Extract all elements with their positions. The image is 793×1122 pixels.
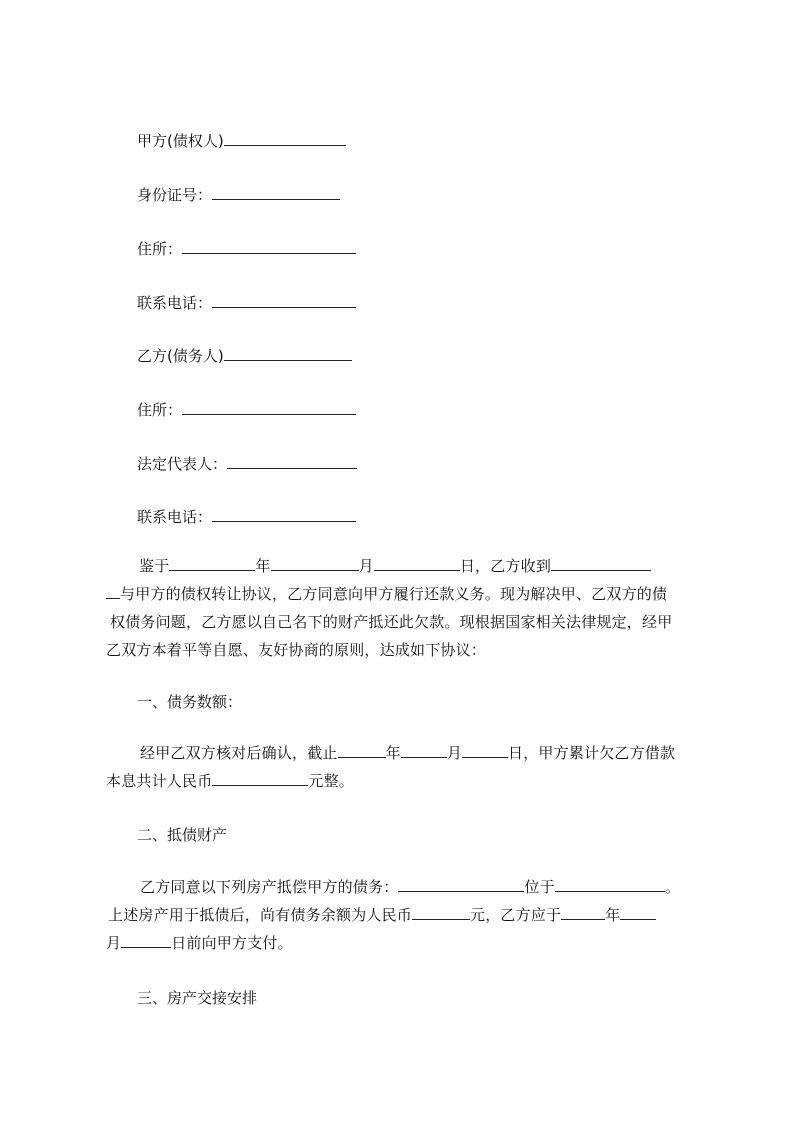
section-3-title: 三、房产交接安排: [137, 989, 258, 1007]
section-2-text: 。: [664, 878, 681, 896]
party-a-phone-line: [137, 293, 356, 313]
party-b-legal-rep-label: 法定代表人：: [137, 455, 228, 473]
section-2-text: 位于: [524, 878, 555, 896]
party-b-legal-rep-blank[interactable]: [227, 454, 357, 469]
section-1-text: 元整。: [308, 772, 355, 790]
party-b-name-blank[interactable]: [224, 346, 352, 361]
preamble-row-4: [106, 636, 702, 664]
party-b-address-blank[interactable]: [182, 400, 356, 415]
party-a-address-line: [137, 239, 356, 259]
party-b-phone-blank[interactable]: [212, 507, 356, 522]
preamble-text: 月: [358, 557, 374, 575]
section-2-row-2: [106, 901, 702, 929]
section-1-title: 一、债务数额：: [137, 693, 243, 711]
section-2-text: 月: [106, 934, 122, 952]
section-1-text: 年: [385, 744, 401, 762]
party-a-line: [137, 131, 346, 151]
preamble-text: 日，乙方收到: [459, 557, 552, 575]
section-1-row-2: [106, 767, 702, 795]
party-a-label: 甲方(债权人): [137, 132, 224, 150]
section-1-amount-blank[interactable]: [212, 771, 308, 786]
party-a-name-blank[interactable]: [224, 131, 346, 146]
preamble-agreement-blank-cont[interactable]: [106, 584, 120, 599]
party-b-address-line: [137, 400, 356, 420]
party-b-phone-line: [137, 507, 356, 527]
section-2-month-blank[interactable]: [620, 905, 656, 920]
section-2-balance-blank[interactable]: [412, 905, 470, 920]
section-1-text: 经甲乙双方核对后确认，截止: [140, 744, 338, 762]
preamble-text: 年: [255, 557, 271, 575]
section-2-text: 上述房产用于抵债后，尚有债务余额为人民币: [108, 906, 413, 924]
preamble-paragraph: [106, 552, 702, 664]
party-b-phone-label: 联系电话：: [137, 508, 213, 526]
section-2-row-1: [106, 873, 702, 901]
preamble-row-3: [106, 608, 702, 636]
section-1-day-blank[interactable]: [462, 743, 508, 758]
preamble-text: 权债务问题，乙方愿以自己名下的财产抵还此欠款。现根据国家相关法律规定，经甲: [110, 613, 673, 631]
section-2-text: 年: [605, 906, 621, 924]
section-2-title: 二、抵债财产: [137, 826, 228, 844]
section-2-text: 日前向甲方支付。: [171, 934, 293, 952]
section-2-year-blank[interactable]: [561, 905, 605, 920]
section-1-text: 本息共计人民币: [106, 772, 213, 790]
party-a-id-line: [137, 185, 340, 205]
section-2-location-blank[interactable]: [555, 877, 665, 892]
section-1-row-1: [106, 739, 702, 767]
section-1-month-blank[interactable]: [401, 743, 447, 758]
party-a-id-blank[interactable]: [212, 185, 340, 200]
preamble-text: 鉴于: [139, 557, 170, 575]
section-1-text: 日，甲方累计欠乙方借款: [508, 744, 676, 762]
party-a-phone-blank[interactable]: [212, 293, 356, 308]
section-1-paragraph: [106, 739, 702, 795]
preamble-agreement-blank[interactable]: [551, 556, 651, 571]
party-b-line: [137, 346, 352, 366]
party-b-label: 乙方(债务人): [137, 347, 224, 365]
preamble-row-1: [106, 552, 702, 580]
party-a-id-label: 身份证号：: [137, 186, 213, 204]
section-2-row-3: [106, 929, 702, 957]
section-2-text: 元，乙方应于: [470, 906, 562, 924]
preamble-text: 乙双方本着平等自愿、友好协商的原则，达成如下协议：: [106, 641, 487, 659]
preamble-day-blank[interactable]: [374, 556, 460, 571]
section-2-property-blank[interactable]: [398, 877, 524, 892]
section-1-year-blank[interactable]: [338, 743, 386, 758]
section-1-text: 月: [446, 744, 463, 762]
party-a-phone-label: 联系电话：: [137, 294, 213, 312]
preamble-year-blank[interactable]: [169, 556, 255, 571]
section-2-text: 乙方同意以下列房产抵偿甲方的债务：: [140, 878, 399, 896]
section-2-day-blank[interactable]: [121, 933, 171, 948]
preamble-month-blank[interactable]: [271, 556, 359, 571]
preamble-text: 与甲方的债权转让协议，乙方同意向甲方履行还款义务。现为解决甲、乙双方的债: [120, 585, 668, 603]
preamble-row-2: [106, 580, 702, 608]
party-b-address-label: 住所：: [137, 401, 183, 419]
party-a-address-label: 住所：: [137, 240, 183, 258]
party-a-address-blank[interactable]: [182, 239, 356, 254]
section-2-paragraph: [106, 873, 702, 957]
party-b-legal-rep-line: [137, 454, 357, 474]
